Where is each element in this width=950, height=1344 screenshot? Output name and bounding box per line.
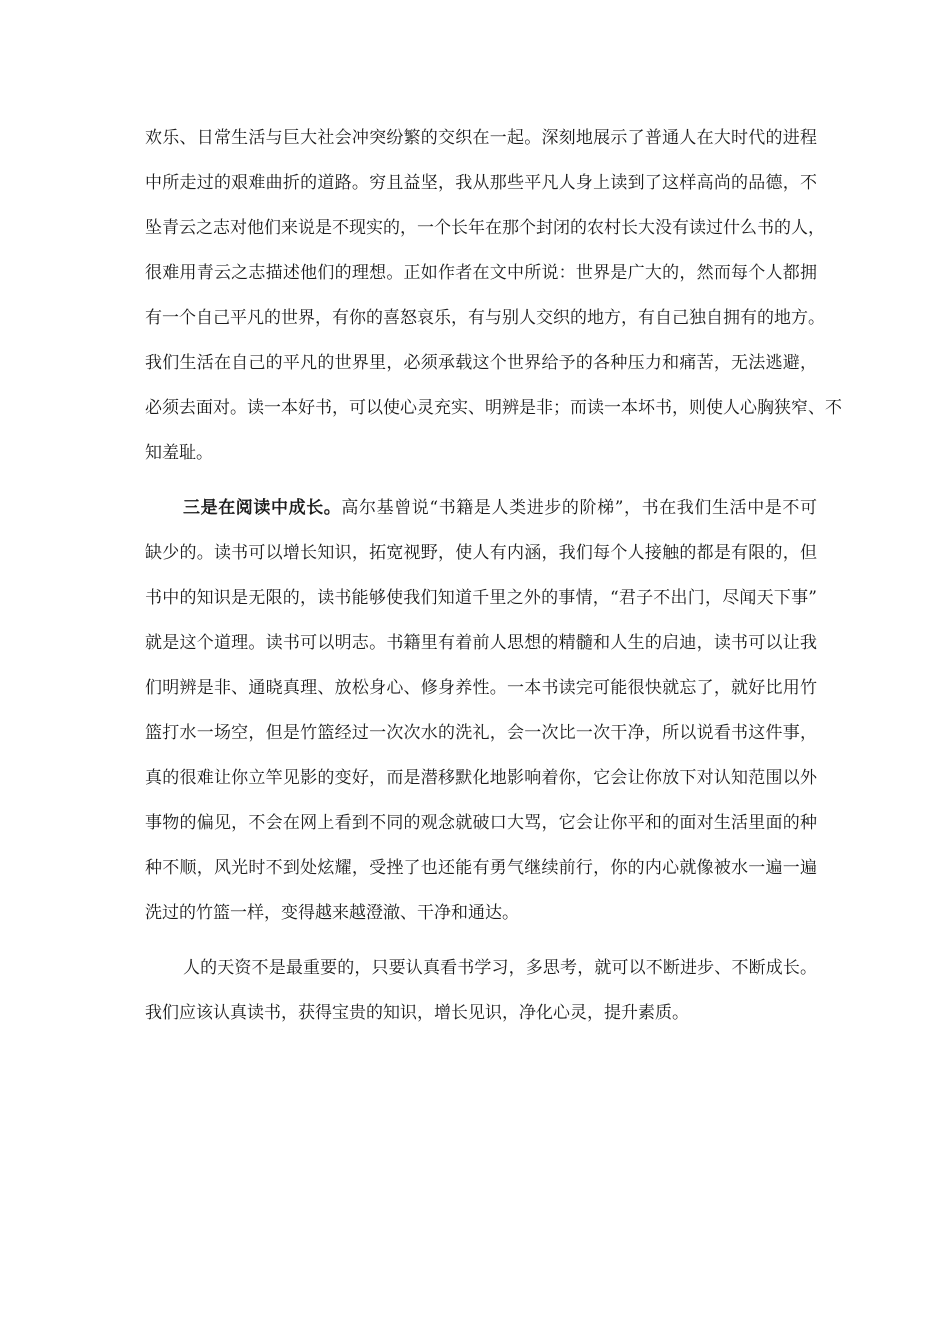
paragraph-3 <box>145 946 817 1036</box>
paragraph-line: 有一个自己平凡的世界，有你的喜怒哀乐，有与别人交织的地方，有自己独自拥有的地方。 <box>145 308 825 328</box>
paragraph-line: 篮打水一场空，但是竹篮经过一次次水的洗礼，会一次比一次干净，所以说看书这件事， <box>145 723 817 743</box>
paragraph-line: 真的很难让你立竿见影的变好，而是潜移默化地影响着你，它会让你放下对认知范围以外 <box>145 768 817 788</box>
paragraph-line: 就是这个道理。读书可以明志。书籍里有着前人思想的精髓和人生的启迪，读书可以让我 <box>145 633 817 653</box>
paragraph-line: 种不顺，风光时不到处炫耀，受挫了也还能有勇气继续前行，你的内心就像被水一遍一遍 <box>145 858 817 878</box>
section-lead-heading: 三是在阅读中成长。 <box>183 498 342 518</box>
paragraph-line: 我们生活在自己的平凡的世界里，必须承载这个世界给予的各种压力和痛苦，无法逃避， <box>145 353 817 373</box>
paragraph-line: 们明辨是非、通晓真理、放松身心、修身养性。一本书读完可能很快就忘了，就好比用竹 <box>145 678 817 698</box>
paragraph-first-line-text: 高尔基曾说“书籍是人类进步的阶梯”，书在我们生活中是不可 <box>341 498 817 518</box>
paragraph-line: 事物的偏见，不会在网上看到不同的观念就破口大骂，它会让你平和的面对生活里面的种 <box>145 813 817 833</box>
paragraph-line: 知羞耻。 <box>145 443 213 463</box>
paragraph-line: 坠青云之志对他们来说是不现实的，一个长年在那个封闭的农村长大没有读过什么书的人， <box>145 218 825 238</box>
paragraph-line: 中所走过的艰难曲折的道路。穷且益坚，我从那些平凡人身上读到了这样高尚的品德，不 <box>145 173 817 193</box>
paragraph-2 <box>145 486 817 936</box>
paragraph-line: 我们应该认真读书，获得宝贵的知识，增长见识，净化心灵，提升素质。 <box>145 1003 689 1023</box>
paragraph-line: 书中的知识是无限的，读书能够使我们知道千里之外的事情，“君子不出门，尽闻天下事” <box>145 588 817 608</box>
paragraph-line: 缺少的。读书可以增长知识，拓宽视野，使人有内涵，我们每个人接触的都是有限的，但 <box>145 543 817 563</box>
paragraph-line: 洗过的竹篮一样，变得越来越澄澈、干净和通达。 <box>145 903 519 923</box>
paragraph-first-line <box>145 486 817 531</box>
paragraph-line: 人的天资不是最重要的，只要认真看书学习，多思考，就可以不断进步、不断成长。 <box>183 958 817 978</box>
paragraph-line: 很难用青云之志描述他们的理想。正如作者在文中所说：世界是广大的，然而每个人都拥 <box>145 263 817 283</box>
paragraph-line: 欢乐、日常生活与巨大社会冲突纷繁的交织在一起。深刻地展示了普通人在大时代的进程 <box>145 128 817 148</box>
paragraph-line: 必须去面对。读一本好书，可以使心灵充实、明辨是非；而读一本坏书，则使人心胸狭窄、不 <box>145 398 842 418</box>
paragraph-1 <box>145 116 842 476</box>
